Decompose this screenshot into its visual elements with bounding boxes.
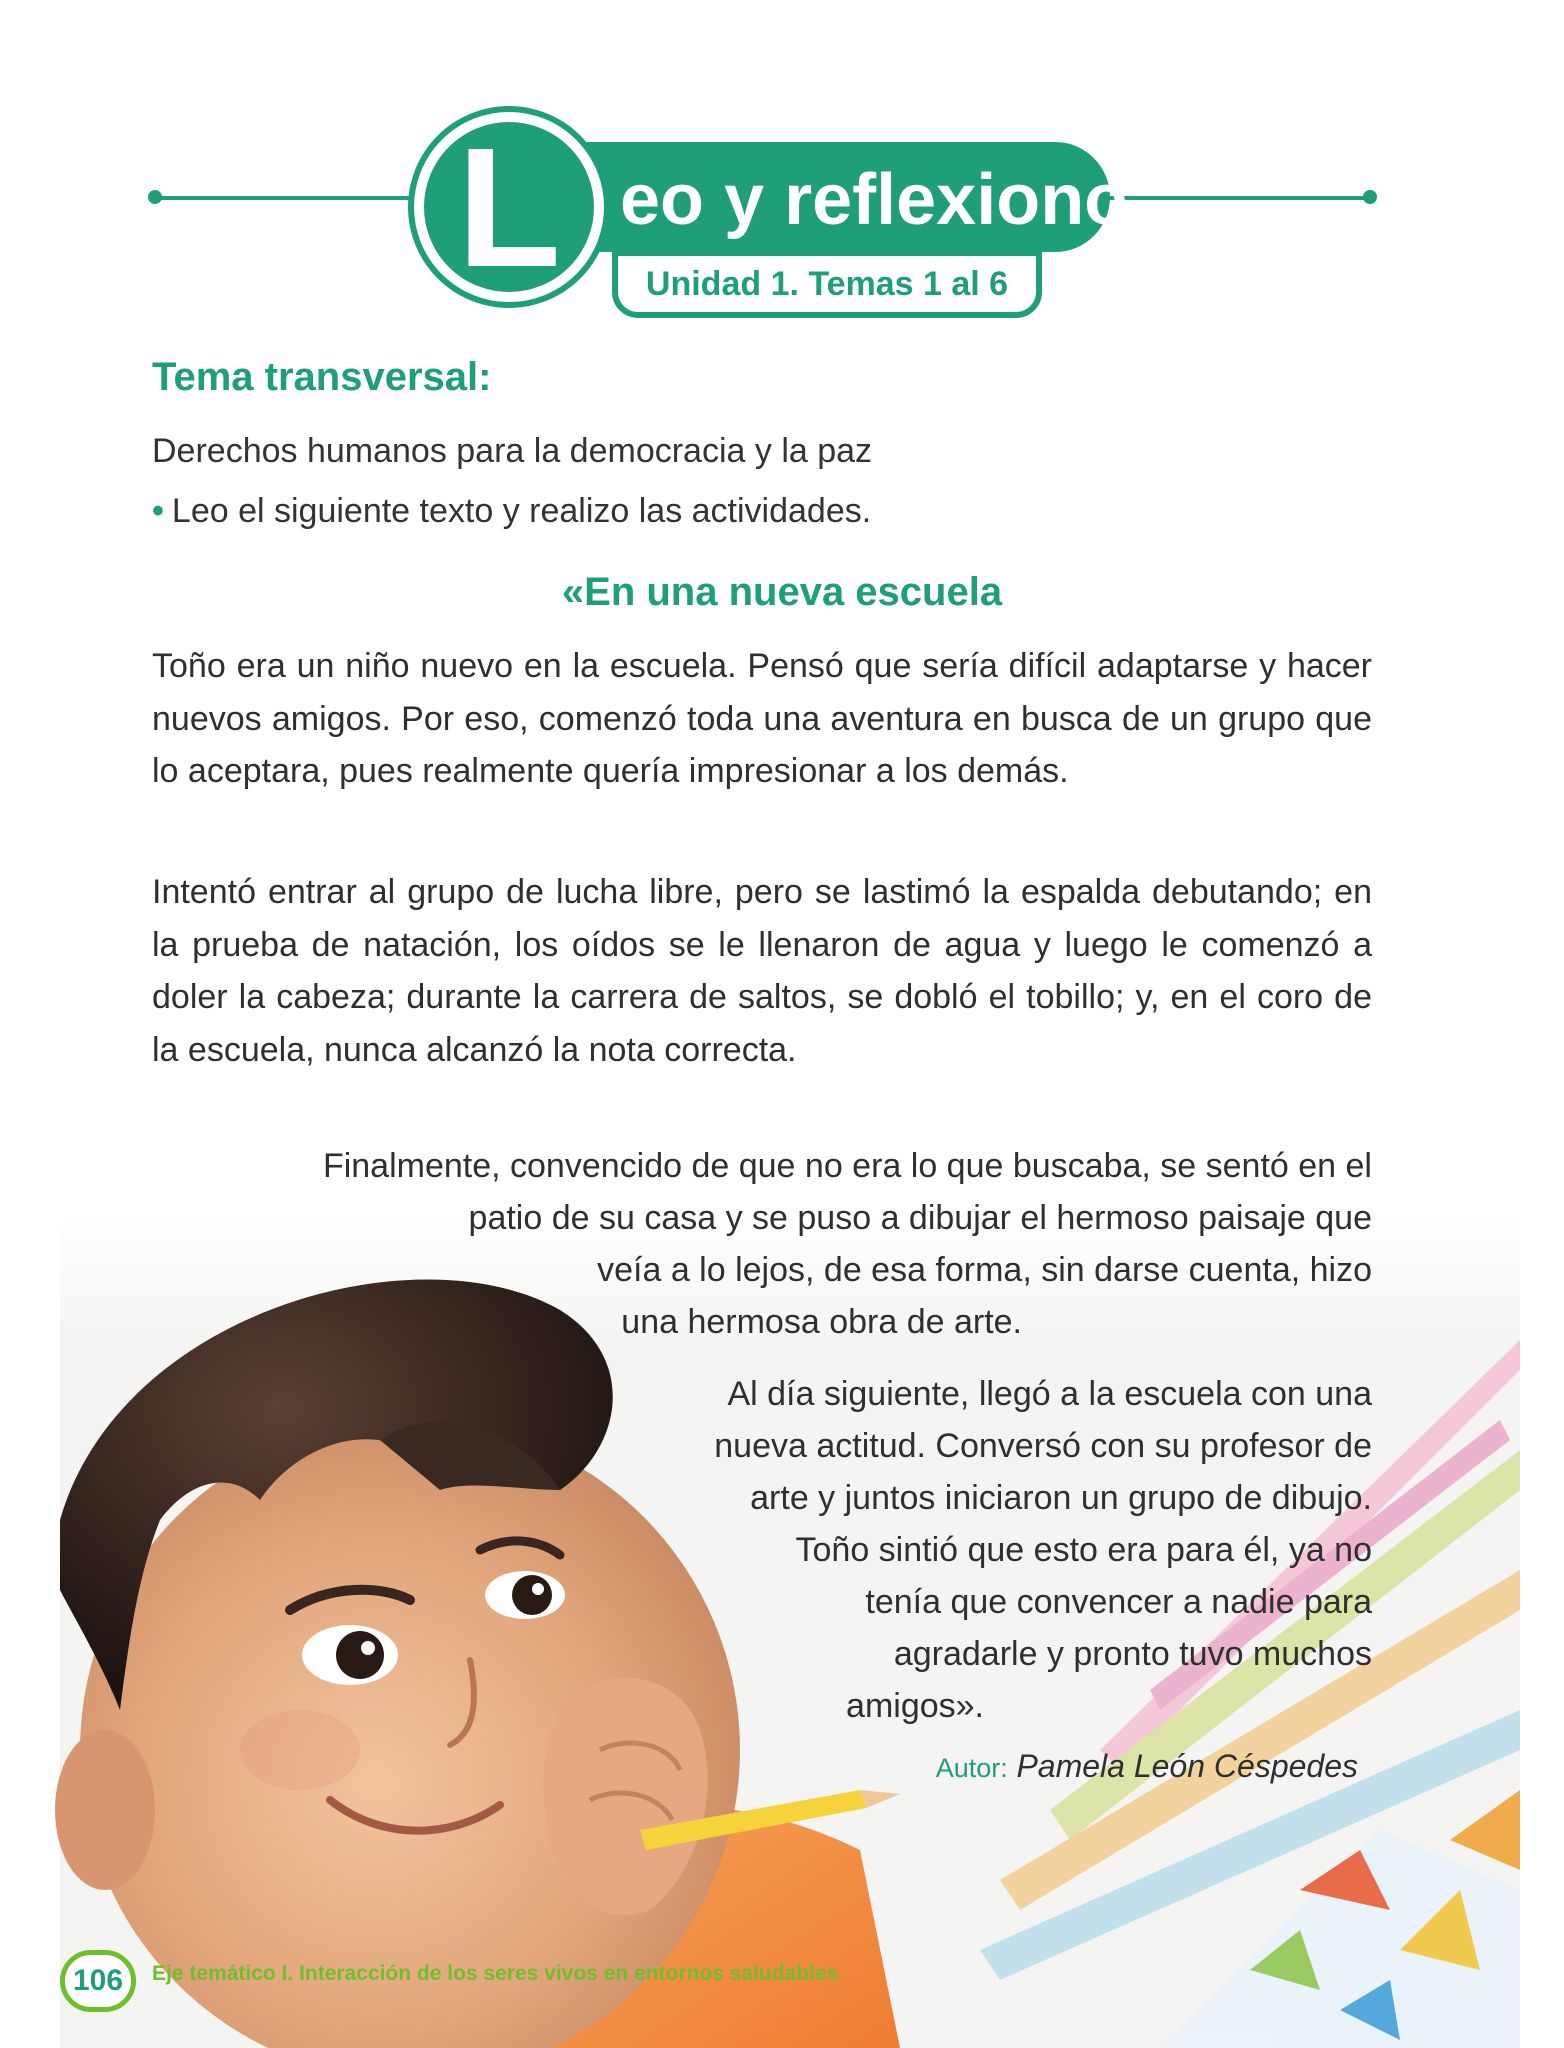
story-line: amigos». (846, 1687, 984, 1725)
author-credit (936, 1748, 1358, 1785)
story-line: Al día siguiente, llegó a la escuela con una (727, 1375, 1372, 1413)
story-line: veía a lo lejos, de esa forma, sin darse cuenta, hizo (597, 1251, 1372, 1289)
author-name: Pamela León Céspedes (1016, 1748, 1358, 1784)
transversal-theme-text: Derechos humanos para la democracia y la paz (152, 432, 873, 470)
title-initial-badge (414, 112, 604, 302)
unit-badge: Unidad 1. Temas 1 al 6 (612, 250, 1042, 318)
section-title-text: eo y reflexiono (620, 160, 1129, 240)
story-line: Toño sintió que esto era para él, ya no (795, 1531, 1372, 1569)
story-title: «En una nueva escuela (561, 570, 1003, 614)
title-initial: L (457, 113, 561, 303)
transversal-theme-heading: Tema transversal: (152, 355, 492, 399)
author-label: Autor: (935, 1753, 1008, 1783)
story-line: tenía que convencer a nadie para (865, 1583, 1372, 1621)
instruction-text: Leo el siguiente texto y realizo las actividades. (171, 492, 872, 530)
story-line: Finalmente, convencido de que no era lo que buscaba, se sentó en el (322, 1147, 1372, 1185)
story-paragraph: Intentó entrar al grupo de lucha libre, pero se lastimó la espalda debutando; en la prueba de natación, los oídos se le llenaron de agua y luego le comenzó a doler la cabeza; durante la carrera de saltos, se dobló el tobillo; y, en el coro de la escuela, nunca alcanzó la nota correcta. (152, 873, 1372, 1069)
bullet-icon: • (152, 492, 164, 530)
decorative-line (1100, 196, 1370, 200)
story-line: patio de su casa y se puso a dibujar el hermoso paisaje que (468, 1199, 1372, 1237)
story-line: una hermosa obra de arte. (621, 1303, 1022, 1341)
story-line: nueva actitud. Conversó con su profesor de (714, 1427, 1372, 1465)
page-number: 106 (60, 1950, 136, 2012)
story-line: arte y juntos iniciaron un grupo de dibujo. (750, 1479, 1372, 1517)
footer-axis-text: Eje temático I. Interacción de los seres vivos en entornos saludables (152, 1962, 839, 1985)
story-line: agradarle y pronto tuvo muchos (893, 1635, 1372, 1673)
decorative-line (155, 196, 445, 200)
instruction-line (152, 492, 871, 531)
decorative-dot (1363, 190, 1377, 204)
page-header (0, 0, 1564, 340)
story-paragraph: Toño era un niño nuevo en la escuela. Pensó que sería difícil adaptarse y hacer nuevos amigos. Por eso, comenzó toda una aventura en busca de un grupo que lo aceptara, pues realmente quería impresionar a los demás. (152, 647, 1372, 790)
